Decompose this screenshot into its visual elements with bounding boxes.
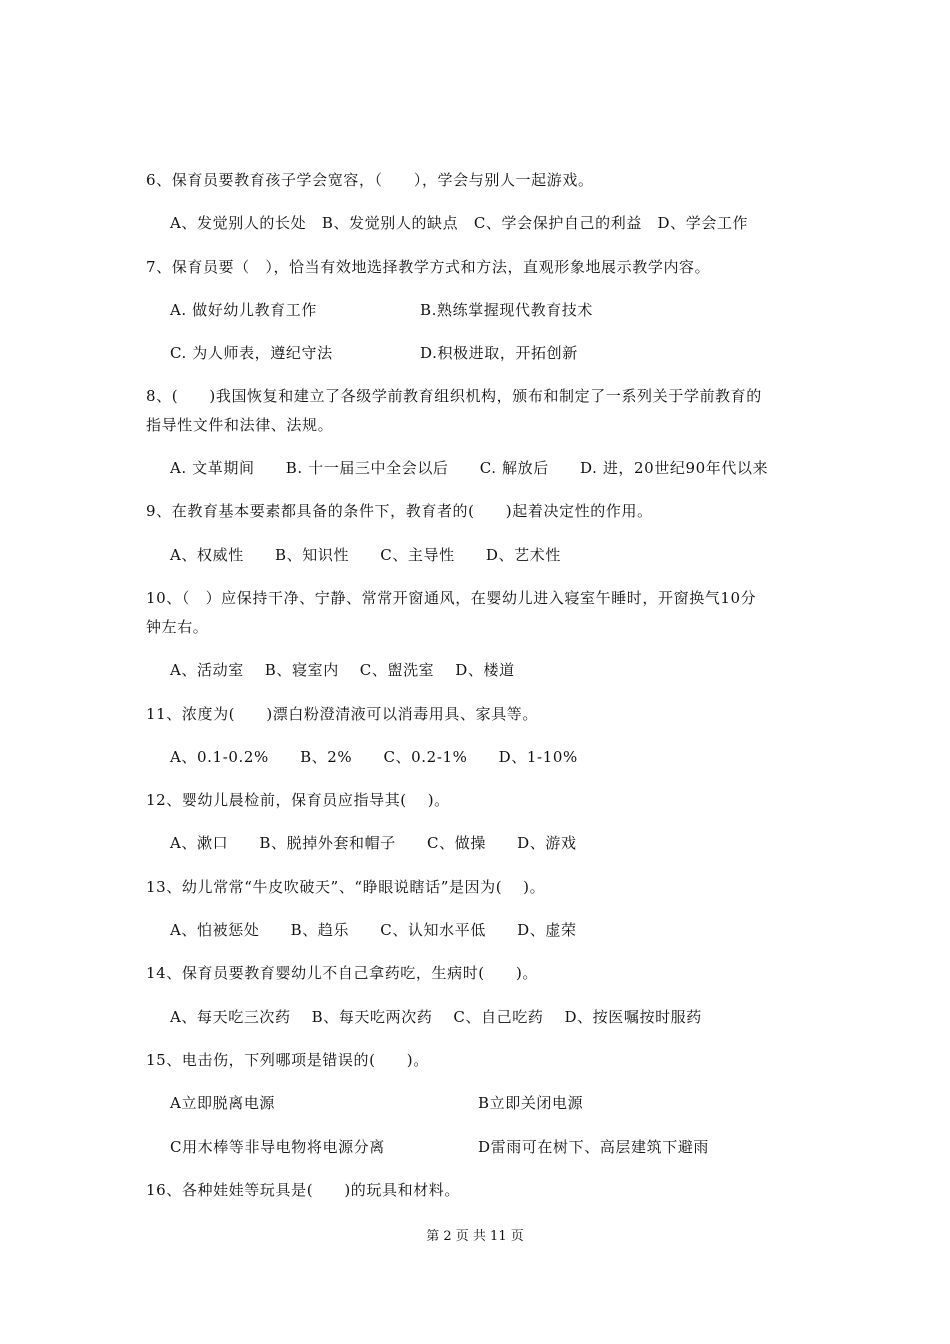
question-7-option-b: B.熟练掌握现代教育技术 — [420, 301, 593, 319]
page-number-footer: 第 2 页 共 11 页 — [426, 1229, 524, 1244]
question-15-option-d: D雷雨可在树下、高层建筑下避雨 — [478, 1138, 710, 1156]
question-15-stem: 15、电击伤，下列哪项是错误的( )。 — [146, 1051, 429, 1069]
question-10-stem-line1: 10、（ ）应保持干净、宁静、常常开窗通风，在婴幼儿进入寝室午睡时，开窗换气10分 — [146, 589, 757, 607]
question-12-options: A、漱口 B、脱掉外套和帽子 C、做操 D、游戏 — [170, 834, 577, 852]
question-13-stem: 13、幼儿常常“牛皮吹破天”、“睁眼说瞎话”是因为( )。 — [146, 878, 546, 896]
question-8-options: A. 文革期间 B. 十一届三中全会以后 C. 解放后 D. 进，20世纪90年代以来 — [170, 459, 769, 477]
question-15-option-c: C用木棒等非导电物将电源分离 — [170, 1138, 385, 1156]
question-7-option-d: D.积极进取，开拓创新 — [420, 344, 578, 362]
question-11-options: A、0.1-0.2% B、2% C、0.2-1% D、1-10% — [170, 748, 578, 766]
question-11-stem: 11、浓度为( )漂白粉澄清液可以消毒用具、家具等。 — [146, 705, 538, 723]
question-14-options: A、每天吃三次药 B、每天吃两次药 C、自己吃药 D、按医嘱按时服药 — [170, 1008, 702, 1026]
question-10-options: A、活动室 B、寝室内 C、盥洗室 D、楼道 — [170, 661, 515, 679]
question-15-option-a: A立即脱离电源 — [170, 1094, 276, 1112]
question-16-stem: 16、各种娃娃等玩具是( )的玩具和材料。 — [146, 1181, 460, 1199]
question-10-stem-line2: 钟左右。 — [146, 618, 209, 636]
question-7-option-c: C. 为人师表，遵纪守法 — [170, 344, 333, 362]
question-13-options: A、怕被惩处 B、趋乐 C、认知水平低 D、虚荣 — [170, 921, 577, 939]
question-9-options: A、权威性 B、知识性 C、主导性 D、艺术性 — [170, 546, 561, 564]
question-7-option-a: A. 做好幼儿教育工作 — [170, 301, 317, 319]
question-6-stem: 6、保育员要教育孩子学会宽容，（ ），学会与别人一起游戏。 — [146, 171, 594, 189]
question-12-stem: 12、婴幼儿晨检前，保育员应指导其( )。 — [146, 791, 450, 809]
question-9-stem: 9、在教育基本要素都具备的条件下，教育者的( )起着决定性的作用。 — [146, 502, 653, 520]
question-8-stem-line1: 8、( )我国恢复和建立了各级学前教育组织机构，颁布和制定了一系列关于学前教育的 — [146, 387, 762, 405]
question-15-option-b: B立即关闭电源 — [478, 1094, 584, 1112]
question-8-stem-line2: 指导性文件和法律、法规。 — [146, 416, 334, 434]
question-6-options: A、发觉别人的长处 B、发觉别人的缺点 C、学会保护自己的利益 D、学会工作 — [170, 214, 749, 232]
question-7-stem: 7、保育员要（ ），恰当有效地选择教学方式和方法，直观形象地展示教学内容。 — [146, 258, 711, 276]
question-14-stem: 14、保育员要教育婴幼儿不自己拿药吃，生病时( )。 — [146, 964, 538, 982]
